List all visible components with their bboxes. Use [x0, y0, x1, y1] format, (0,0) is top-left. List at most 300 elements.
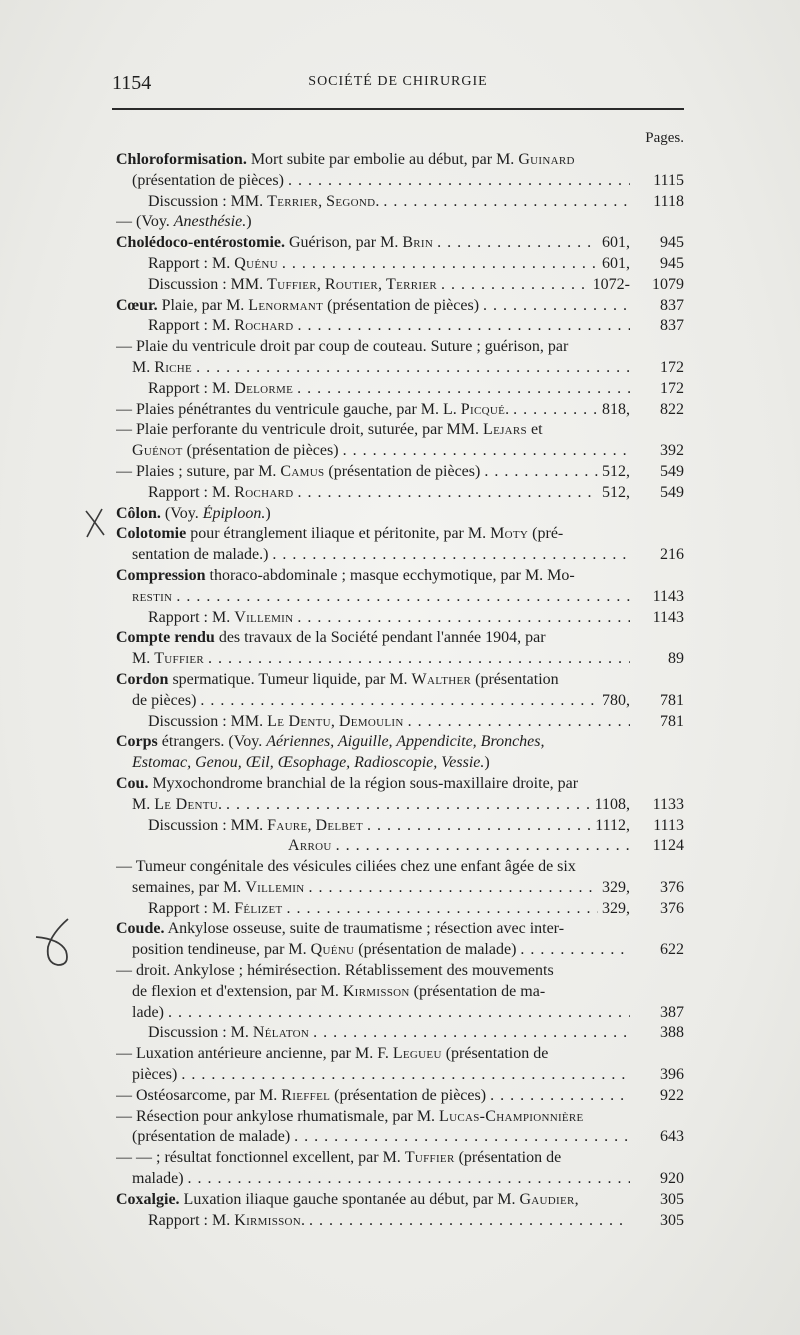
entry-text — [132, 546, 268, 564]
entry-text-part: Kirmisson — [234, 1211, 302, 1229]
entry-text-part: — Plaie perforante du ventricule droit, suturée, par MM. — [116, 421, 483, 439]
entry-text — [116, 213, 252, 231]
entry-text — [116, 962, 554, 980]
entry-text-part: Compression — [116, 566, 206, 584]
entry-text-part: . — [218, 795, 223, 813]
entry-text-part: Rapport : M. — [148, 608, 235, 626]
entry-text-part: Cou. — [116, 774, 149, 792]
page-ref: 387 — [660, 1003, 684, 1021]
page-ref: 920 — [660, 1170, 684, 1188]
entry-text-part: Aériennes, Aiguille, Appendicite, Bronches, — [266, 733, 545, 751]
index-entry — [116, 858, 684, 879]
entry-text-part: , — [330, 712, 339, 730]
entry-text-part: Delbet — [315, 816, 364, 834]
index-entry — [116, 255, 684, 276]
entry-text-part: pour étranglement iliaque et péritonite, par M. — [186, 525, 491, 543]
page-header — [112, 72, 684, 94]
entry-text-part: Le Dentu — [267, 712, 331, 730]
entry-text-part: Brin — [402, 234, 434, 252]
entry-text-part: — (Voy. — [116, 213, 174, 231]
page-number: 1154 — [112, 72, 152, 94]
page-ref: 601, — [602, 254, 630, 272]
page-ref: 388 — [660, 1024, 684, 1042]
index-entry — [116, 837, 684, 858]
page-ref: 89 — [668, 650, 684, 668]
pencil-scribble-mark — [30, 915, 78, 971]
entry-text-part: Demoulin — [338, 712, 404, 730]
index-entry — [116, 692, 684, 713]
dot-leader — [286, 900, 598, 918]
dot-leader — [408, 713, 630, 731]
entry-text-part: Compte rendu — [116, 629, 215, 647]
page-ref: 922 — [660, 1086, 684, 1104]
entry-text-part: restin — [132, 587, 173, 605]
index-entry — [116, 941, 684, 962]
index-entry — [116, 671, 684, 692]
page-ref: 1143 — [652, 587, 684, 605]
entry-text-part: Terrier — [386, 275, 438, 293]
entry-text — [116, 1191, 579, 1209]
entry-text — [132, 1004, 164, 1022]
entry-text — [116, 1045, 548, 1063]
entry-text-part: Rieffel — [281, 1086, 331, 1104]
entry-text-part: Tuffier — [267, 275, 317, 293]
entry-text-part: Cholédoco-entérostomie. — [116, 234, 285, 252]
entry-text-part: Nélaton — [252, 1024, 310, 1042]
entry-text — [116, 1108, 584, 1126]
entry-text-part: étrangers. (Voy. — [157, 733, 267, 751]
page-ref: 945 — [660, 254, 684, 272]
dot-leader — [208, 650, 630, 668]
entry-text-part: M. — [132, 650, 155, 668]
entry-text-part: sentation de malade.) — [132, 546, 269, 564]
entry-text-part: — Ostéosarcome, par M. — [116, 1086, 282, 1104]
entry-text-part: (présentation de ma- — [409, 982, 546, 1000]
index-entry — [116, 775, 684, 796]
index-entry — [116, 297, 684, 318]
dot-leader — [367, 817, 591, 835]
entry-text-part: thoraco-abdominale ; masque ecchymotique, par M. Mo- — [205, 566, 575, 584]
dot-leader — [313, 1024, 630, 1042]
entry-text — [148, 380, 293, 398]
entry-text — [116, 629, 546, 647]
index-entry — [116, 1149, 684, 1170]
dot-leader — [308, 879, 598, 897]
entry-text — [132, 650, 204, 668]
dot-leader — [309, 1212, 630, 1230]
index-entry — [116, 1170, 684, 1191]
index-entry — [116, 442, 684, 463]
entry-text-part: Terrier — [267, 192, 319, 210]
entry-text-part: — Plaie du ventricule droit par coup de couteau. Suture ; guérison, par — [116, 338, 569, 356]
entry-text-part: (présentation de pièces) — [324, 462, 481, 480]
page-ref: 329, — [602, 878, 630, 896]
dot-leader — [297, 609, 630, 627]
index-entry — [116, 962, 684, 983]
entry-text — [132, 1066, 177, 1084]
entry-text-part: semaines, par M. — [132, 878, 246, 896]
index-entries — [116, 151, 684, 1232]
entry-text — [148, 484, 293, 502]
dot-leader — [196, 359, 630, 377]
index-entry — [116, 421, 684, 442]
entry-text — [148, 193, 379, 211]
index-entry — [116, 546, 684, 567]
entry-text-part: Discussion : MM. — [148, 712, 268, 730]
entry-text-part: Tuffier — [404, 1149, 455, 1167]
page-ref: 780, — [602, 691, 630, 709]
entry-text-part: Kirmisson — [342, 982, 410, 1000]
entry-text-part: Rapport : M. — [148, 317, 235, 335]
entry-text-part: Le Dentu — [154, 795, 219, 813]
entry-text-part: Discussion : M. — [148, 1024, 253, 1042]
entry-text — [288, 837, 332, 855]
entry-text-part: Rapport : M. — [148, 483, 235, 501]
page-ref: 945 — [660, 234, 684, 252]
dot-leader — [336, 837, 630, 855]
index-entry — [116, 1108, 684, 1129]
entry-text-part: Rochard — [234, 317, 294, 335]
index-entry — [116, 588, 684, 609]
entry-text-part: (présentation — [471, 670, 559, 688]
entry-text-part: (présentation de malade) — [354, 941, 517, 959]
entry-text-part: Corps — [116, 733, 158, 751]
entry-text-part: pièces) — [132, 1066, 178, 1084]
entry-text-part: (présentation de pièces) — [132, 171, 284, 189]
entry-text-part: Rapport : M. — [148, 1211, 235, 1229]
entry-text — [116, 775, 578, 793]
index-entry — [116, 525, 684, 546]
dot-leader — [484, 463, 598, 481]
index-entry — [116, 713, 684, 734]
index-entry — [116, 609, 684, 630]
entry-text — [116, 401, 509, 419]
entry-text — [116, 463, 480, 481]
page-ref: 781 — [660, 712, 684, 730]
entry-text-part: Estomac, Genou, Œil, Œsophage, Radioscopie, Vessie. — [132, 754, 485, 772]
entry-text-part: — Plaies ; suture, par M. — [116, 462, 281, 480]
index-entry — [116, 1128, 684, 1149]
page-ref: 512, — [602, 462, 630, 480]
entry-text-part: spermatique. Tumeur liquide, par M. — [168, 670, 412, 688]
entry-text-part: Arrou — [288, 837, 332, 855]
entry-text-part: Chloroformisation. — [116, 151, 247, 168]
page-ref: 822 — [660, 400, 684, 418]
dot-leader — [383, 193, 630, 211]
entry-text — [116, 151, 575, 169]
page-ref: 1124 — [652, 837, 684, 855]
dot-leader — [272, 546, 630, 564]
page-ref: 1118 — [653, 192, 684, 210]
pages-column-label: Pages. — [645, 130, 684, 146]
index-entry — [116, 380, 684, 401]
entry-text — [132, 754, 490, 772]
entry-text-part: ) — [484, 754, 490, 772]
entry-text-part: position tendineuse, par M. — [132, 941, 311, 959]
entry-text-part: Moty — [490, 525, 529, 543]
entry-text-part: (présentation de — [441, 1045, 549, 1063]
entry-text-part: — Tumeur congénitale des vésicules ciliées chez une enfant âgée de six — [116, 858, 576, 876]
entry-text — [132, 359, 192, 377]
index-entry — [116, 276, 684, 297]
entry-text — [148, 1212, 305, 1230]
entry-text-part: (présentation de malade) — [132, 1128, 291, 1146]
entry-text-part: de flexion et d'extension, par M. — [132, 982, 343, 1000]
entry-text-part: Discussion : MM. — [148, 192, 268, 210]
dot-leader — [288, 172, 630, 190]
entry-text — [148, 317, 293, 335]
entry-text-part: Cœur. — [116, 296, 158, 314]
page-ref: 818, — [602, 400, 630, 418]
entry-text-part: . — [505, 400, 510, 418]
entry-text-part: , — [318, 192, 327, 210]
index-entry — [116, 796, 684, 817]
entry-text — [132, 879, 304, 897]
entry-text — [132, 983, 545, 1001]
entry-text — [116, 920, 564, 938]
entry-text-part: Riche — [154, 358, 193, 376]
dot-leader — [441, 276, 589, 294]
dot-leader — [188, 1170, 630, 1188]
entry-text — [148, 1024, 309, 1042]
entry-text — [116, 338, 568, 356]
index-entry — [116, 1087, 684, 1108]
index-entry — [116, 983, 684, 1004]
entry-text-part: ) — [246, 213, 252, 231]
entry-text — [148, 713, 404, 731]
entry-text — [132, 796, 222, 814]
entry-text-part: Mort subite par embolie au début, par M. — [246, 151, 519, 168]
page-ref: 172 — [660, 379, 684, 397]
dot-leader — [490, 1087, 630, 1105]
index-entry — [116, 463, 684, 484]
dot-leader — [282, 255, 598, 273]
entry-text — [132, 692, 196, 710]
page-ref: 622 — [660, 941, 684, 959]
entry-text-part: Discussion : MM. — [148, 816, 268, 834]
entry-text — [132, 442, 339, 460]
entry-text-part: Cordon — [116, 670, 169, 688]
entry-text-part: Épiploon. — [202, 504, 266, 522]
entry-text-part: (présentation de — [454, 1149, 562, 1167]
entry-text — [148, 276, 437, 294]
entry-text — [116, 671, 559, 689]
page-ref: 601, — [602, 234, 630, 252]
index-entry — [116, 817, 684, 838]
entry-text-part: , — [316, 275, 325, 293]
page-ref: 172 — [660, 358, 684, 376]
entry-text-part: Guénot — [132, 442, 183, 460]
entry-text — [116, 421, 543, 439]
entry-text-part: Coxalgie. — [116, 1190, 180, 1208]
dot-leader — [176, 588, 630, 606]
entry-text-part: Villemin — [234, 608, 294, 626]
page-ref: 396 — [660, 1066, 684, 1084]
entry-text-part: Guérison, par M. — [285, 234, 403, 252]
index-entry — [116, 754, 684, 775]
entry-text-part: Rapport : M. — [148, 899, 235, 917]
page-ref: 549 — [660, 483, 684, 501]
dot-leader — [513, 401, 598, 419]
index-entry — [116, 1066, 684, 1087]
entry-text-part: — — ; résultat fonctionnel excellent, par M. — [116, 1149, 405, 1167]
index-entry — [116, 1045, 684, 1066]
entry-text — [116, 525, 563, 543]
entry-text-part: Myxochondrome branchial de la région sous-maxillaire droite, par — [148, 774, 579, 792]
entry-text — [116, 234, 433, 252]
entry-text-part: lade) — [132, 1003, 164, 1021]
entry-text-part: (Voy. — [160, 504, 203, 522]
entry-text-part: , — [574, 1190, 579, 1208]
index-entry — [116, 629, 684, 650]
dot-leader — [297, 317, 630, 335]
index-entry — [116, 359, 684, 380]
entry-text-part: malade) — [132, 1170, 184, 1188]
entry-text — [132, 172, 284, 190]
dot-leader — [437, 234, 598, 252]
entry-text-part: Routier — [324, 275, 379, 293]
page-ref: 376 — [660, 878, 684, 896]
entry-text-part: Tuffier — [154, 650, 205, 668]
entry-text-part: Colotomie — [116, 525, 187, 543]
entry-text-part: Gaudier — [519, 1190, 575, 1208]
page-ref: 305 — [660, 1190, 684, 1208]
entry-text-part: Quénu — [310, 941, 355, 959]
index-entry — [116, 505, 684, 526]
index-entry — [116, 1024, 684, 1045]
entry-text-part: Rapport : M. — [148, 254, 235, 272]
header-rule — [112, 108, 684, 110]
dot-leader — [520, 941, 630, 959]
index-entry — [116, 567, 684, 588]
index-entry — [116, 900, 684, 921]
entry-text-part: Côlon. — [116, 504, 161, 522]
entry-text-part: ) — [265, 504, 271, 522]
dot-leader — [181, 1066, 630, 1084]
entry-text-part: M. — [132, 358, 155, 376]
entry-text-part: Walther — [411, 670, 472, 688]
dot-leader — [297, 484, 598, 502]
entry-text-part: Villemin — [245, 878, 305, 896]
page-ref: 837 — [660, 296, 684, 314]
entry-text-part: Ankylose osseuse, suite de traumatisme ; résection avec inter- — [164, 920, 565, 938]
index-entry — [116, 193, 684, 214]
entry-text — [148, 817, 363, 835]
page-ref: 216 — [660, 546, 684, 564]
entry-text — [116, 505, 271, 523]
entry-text — [148, 609, 293, 627]
entry-text — [116, 733, 545, 751]
dot-leader — [343, 442, 630, 460]
entry-text-part: — Résection pour ankylose rhumatismale, par M. — [116, 1107, 440, 1125]
entry-text — [132, 588, 172, 606]
dot-leader — [294, 1128, 630, 1146]
page-ref: 1133 — [652, 795, 684, 813]
page-ref: 392 — [660, 442, 684, 460]
entry-text-part: Rapport : M. — [148, 379, 235, 397]
entry-text-part: , — [307, 816, 316, 834]
index-entry — [116, 733, 684, 754]
entry-text-part: Legueu — [392, 1045, 442, 1063]
entry-text-part: Quénu — [234, 254, 278, 272]
page-ref: 1072- — [592, 275, 630, 293]
index-entry — [116, 650, 684, 671]
page-ref: 512, — [602, 483, 630, 501]
entry-text-part: Félizet — [234, 899, 283, 917]
entry-text-part: Anesthésie. — [173, 213, 247, 231]
index-entry — [116, 234, 684, 255]
entry-text-part: — droit. Ankylose ; hémirésection. Rétablissement des mouvements — [116, 962, 554, 980]
entry-text-part: Rochard — [234, 483, 294, 501]
entry-text-part: (présentation de pièces) — [330, 1086, 487, 1104]
dot-leader — [168, 1004, 630, 1022]
entry-text-part: Picqué — [460, 400, 506, 418]
index-entry — [116, 920, 684, 941]
entry-text-part: des travaux de la Société pendant l'année 1904, par — [214, 629, 546, 647]
entry-text — [132, 941, 516, 959]
dot-leader — [483, 297, 630, 315]
entry-text-part: Discussion : MM. — [148, 275, 268, 293]
running-title: SOCIÉTÉ DE CHIRURGIE — [308, 74, 488, 89]
page-ref: 549 — [660, 462, 684, 480]
entry-text-part: . — [301, 1211, 306, 1229]
entry-text-part: — Luxation antérieure ancienne, par M. F. — [116, 1045, 393, 1063]
index-entry — [116, 213, 684, 234]
index-entry — [116, 151, 684, 172]
entry-text-part: , — [378, 275, 387, 293]
entry-text-part: (présentation de pièces) — [182, 442, 339, 460]
entry-text — [116, 1149, 561, 1167]
dot-leader — [226, 796, 591, 814]
entry-text-part: . — [375, 192, 380, 210]
entry-text — [116, 1087, 486, 1105]
index-entry — [116, 317, 684, 338]
entry-text-part: (pré- — [528, 525, 564, 543]
entry-text — [148, 900, 282, 918]
entry-text-part: Faure — [267, 816, 308, 834]
page-ref: 837 — [660, 317, 684, 335]
index-entry — [116, 879, 684, 900]
entry-text-part: Delorme — [234, 379, 294, 397]
dot-leader — [200, 692, 598, 710]
page-ref: 643 — [660, 1128, 684, 1146]
pencil-x-mark — [82, 505, 108, 539]
entry-text-part: M. — [132, 795, 155, 813]
entry-text-part: Guinard — [518, 151, 575, 168]
entry-text-part: et — [526, 421, 543, 439]
entry-text — [116, 567, 575, 585]
page-ref: 1143 — [652, 608, 684, 626]
index-entry — [116, 484, 684, 505]
page-ref: 1108, — [594, 795, 630, 813]
index-entry — [116, 338, 684, 359]
page-ref: 305 — [660, 1211, 684, 1229]
index-entry — [116, 1212, 684, 1233]
entry-text — [132, 1170, 184, 1188]
entry-text-part: Coude. — [116, 920, 165, 938]
page-ref: 1112, — [595, 816, 630, 834]
entry-text — [132, 1128, 290, 1146]
dot-leader — [297, 380, 630, 398]
page-ref: 1113 — [653, 816, 684, 834]
index-entry — [116, 401, 684, 422]
entry-text — [148, 255, 278, 273]
entry-text-part: Lenormant — [248, 296, 324, 314]
entry-text — [116, 858, 576, 876]
page-ref: 1115 — [653, 171, 684, 189]
entry-text — [116, 297, 479, 315]
page-ref: 1079 — [652, 275, 684, 293]
